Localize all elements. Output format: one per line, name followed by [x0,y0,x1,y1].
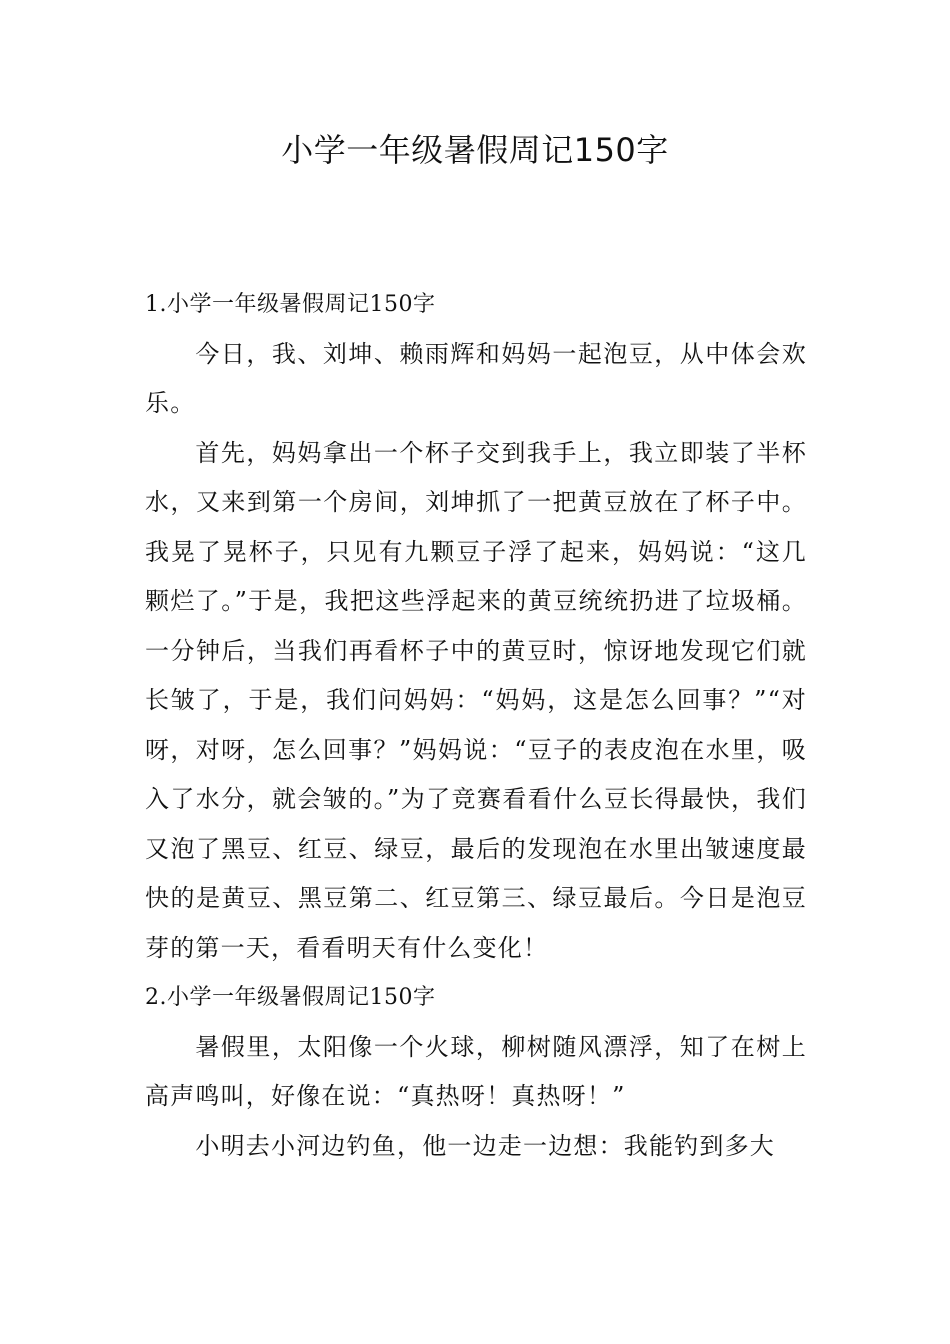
section-2-paragraph-1: 暑假里，太阳像一个火球，柳树随风漂浮，知了在树上高声鸣叫，好像在说：“真热呀！真热呀！” [145,1032,807,1110]
section-1-paragraph-2: 首先，妈妈拿出一个杯子交到我手上，我立即装了半杯水，又来到第一个房间，刘坤抓了一把黄豆放在了杯子中。我晃了晃杯子，只见有九颗豆子浮了起来，妈妈说：“这几颗烂了。”于是，我把这些浮起来的黄豆统统扔进了垃圾桶。一分钟后，当我们再看杯子中的黄豆时，惊讶地发现它们就长皱了，于是，我们问妈妈：“妈妈，这是怎么回事？”“对呀，对呀，怎么回事？”妈妈说：“豆子的表皮泡在水里，吸入了水分，就会皱的。”为了竞赛看看什么豆长得最快，我们又泡了黑豆、红豆、绿豆，最后的发现泡在水里出皱速度最快的是黄豆、黑豆第二、红豆第三、绿豆最后。今日是泡豆芽的第一天，看看明天有什么变化！ [145,438,807,962]
section-heading-1: 1.小学一年级暑假周记150字 [145,292,436,317]
section-2-paragraph-2: 小明去小河边钓鱼，他一边走一边想：我能钓到多大 [195,1131,775,1160]
section-heading-2: 2.小学一年级暑假周记150字 [145,985,436,1010]
document-title: 小学一年级暑假周记150字 [281,131,669,169]
document-body [145,280,807,1171]
section-1-paragraph-1: 今日，我、刘坤、赖雨辉和妈妈一起泡豆，从中体会欢乐。 [145,339,807,417]
